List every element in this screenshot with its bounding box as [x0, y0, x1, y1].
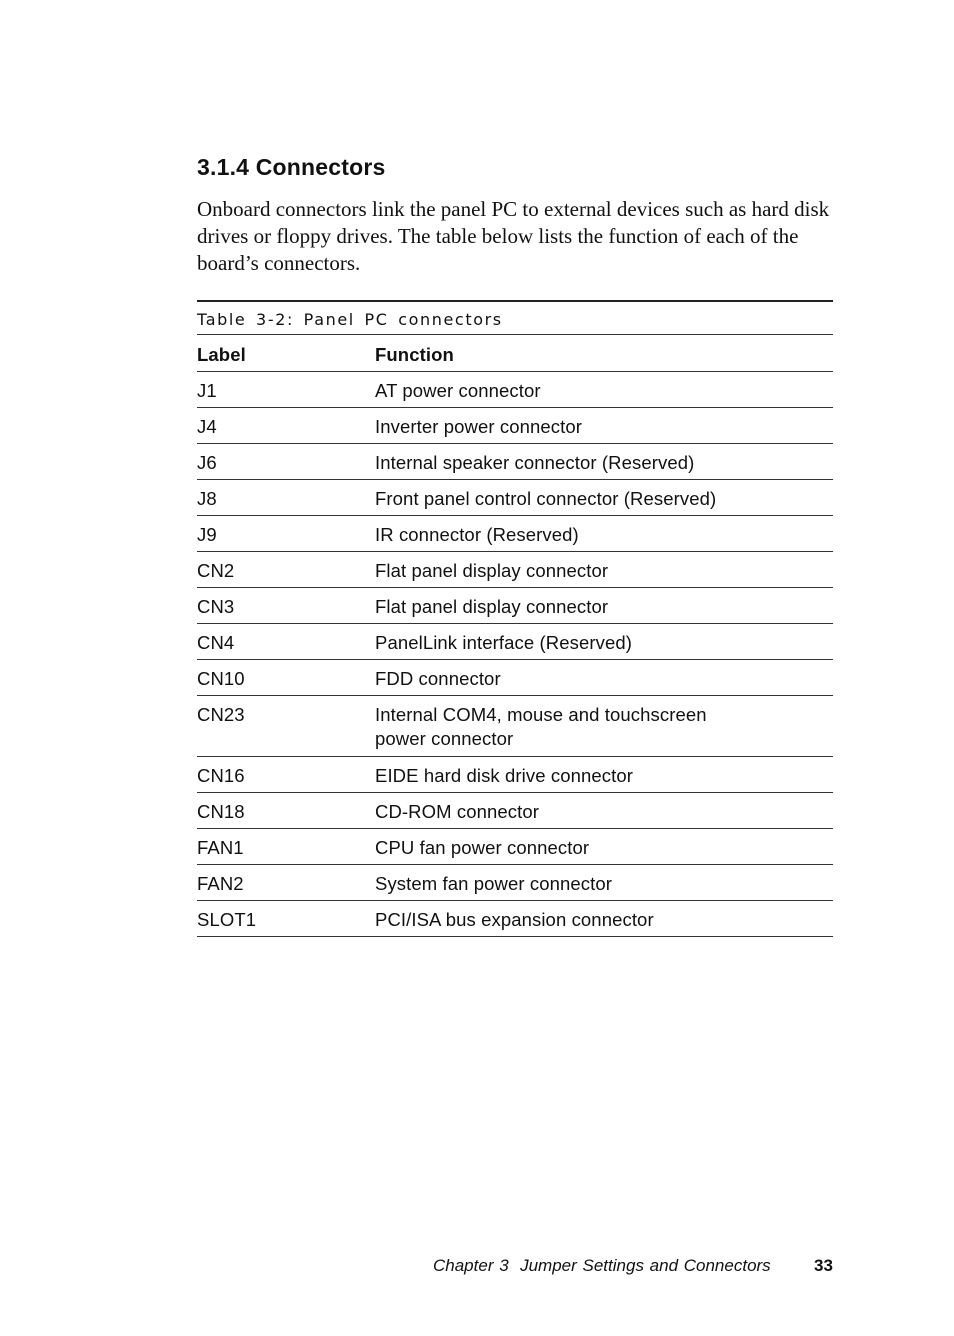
row-function: EIDE hard disk drive connector	[375, 765, 634, 786]
row-function: Front panel control connector (Reserved)	[375, 488, 717, 509]
row-function: System fan power connector	[375, 873, 613, 894]
row-function: CD-ROM connector	[375, 801, 540, 822]
row-label: CN16	[197, 765, 245, 786]
intro-paragraph: Onboard connectors link the panel PC to external devices such as hard disk drives or floppy drives. The table below lists the function of each of the board’s connectors.	[197, 197, 830, 275]
footer-page-number: 33	[814, 1256, 833, 1275]
row-function: FDD connector	[375, 668, 501, 689]
table-row	[197, 588, 833, 624]
table-row	[197, 901, 833, 937]
table-header-row	[197, 335, 833, 372]
row-label: J6	[197, 452, 217, 473]
row-function: Flat panel display connector	[375, 560, 609, 581]
row-label: CN10	[197, 668, 245, 689]
row-function: Inverter power connector	[375, 416, 583, 437]
row-function: PCI/ISA bus expansion connector	[375, 909, 654, 930]
table-row	[197, 408, 833, 444]
row-label: J9	[197, 524, 217, 545]
row-function: CPU fan power connector	[375, 837, 590, 858]
row-label: FAN2	[197, 873, 244, 894]
table-row	[197, 696, 833, 757]
table-row	[197, 444, 833, 480]
table-row	[197, 372, 833, 408]
row-label: CN18	[197, 801, 245, 822]
row-label: J1	[197, 380, 217, 401]
table-row	[197, 793, 833, 829]
table-row	[197, 829, 833, 865]
row-label: CN4	[197, 632, 235, 653]
connectors-table	[197, 300, 833, 937]
row-label: SLOT1	[197, 909, 257, 930]
table-row	[197, 660, 833, 696]
header-label: Label	[197, 344, 246, 365]
table-row	[197, 624, 833, 660]
row-label: FAN1	[197, 837, 244, 858]
table-row	[197, 552, 833, 588]
table-row	[197, 516, 833, 552]
table-row	[197, 865, 833, 901]
row-label: CN3	[197, 596, 235, 617]
row-function: Internal speaker connector (Reserved)	[375, 452, 695, 473]
row-label: CN2	[197, 560, 235, 581]
row-label: J8	[197, 488, 217, 509]
row-function: AT power connector	[375, 380, 541, 401]
section-heading: 3.1.4 Connectors	[197, 154, 386, 180]
row-function: Internal COM4, mouse and touchscreen power connector	[375, 704, 707, 749]
header-function: Function	[375, 344, 454, 365]
row-function: IR connector (Reserved)	[375, 524, 579, 545]
row-function: Flat panel display connector	[375, 596, 609, 617]
row-label: CN23	[197, 704, 245, 725]
table-row	[197, 757, 833, 793]
footer-chapter-title: Chapter 3 Jumper Settings and Connectors	[433, 1256, 771, 1275]
row-label: J4	[197, 416, 217, 437]
row-function: PanelLink interface (Reserved)	[375, 632, 632, 653]
table-caption: Table 3-2: Panel PC connectors	[197, 302, 833, 335]
table-row	[197, 480, 833, 516]
